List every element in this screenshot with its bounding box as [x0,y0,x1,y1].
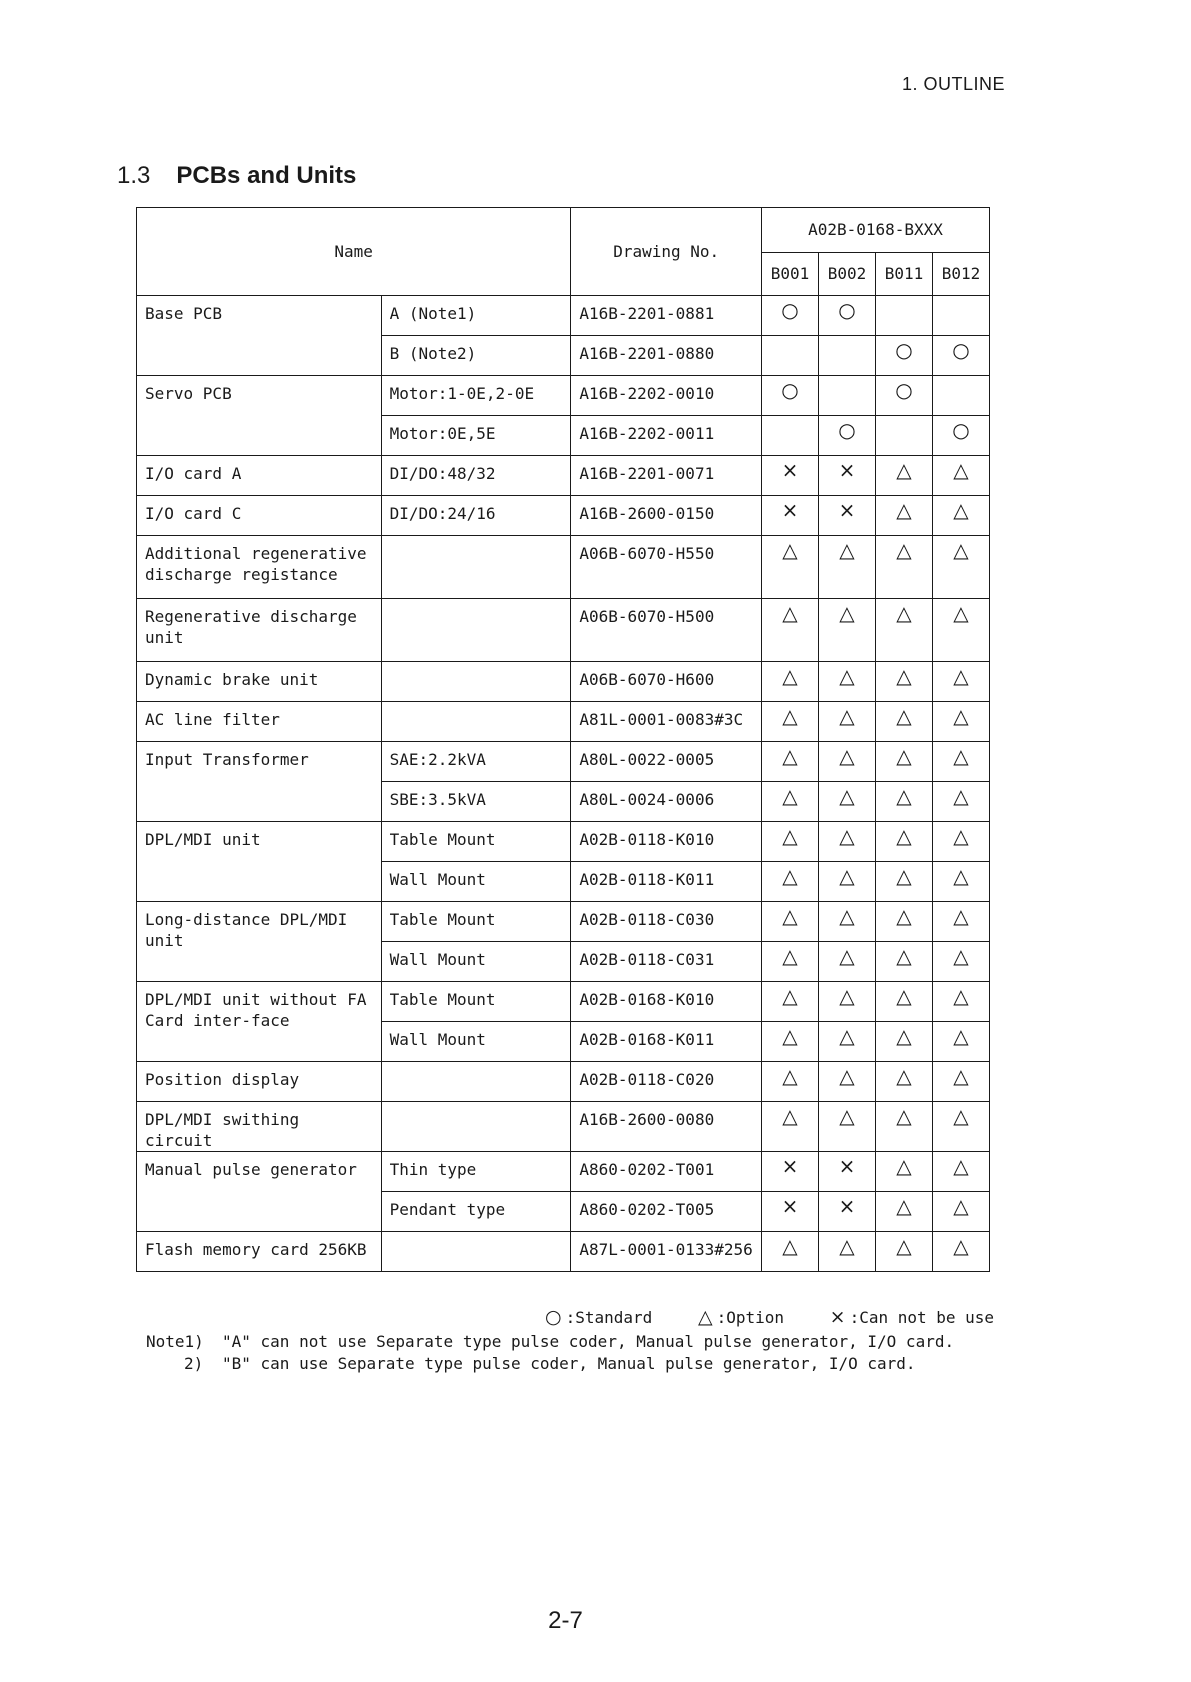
section-number: 1.3 [117,162,151,189]
row-drawing-no: A02B-0118-K011 [571,862,762,902]
row-drawing-no: A16B-2201-0071 [571,456,762,496]
availability-mark [762,416,819,456]
availability-mark: △ [818,599,875,662]
availability-mark: ○ [818,296,875,336]
table-row [137,662,990,702]
row-spec: Pendant type [381,1192,571,1232]
table-row [137,376,990,416]
availability-mark: × [818,496,875,536]
row-spec [381,1102,571,1152]
availability-mark: ○ [818,416,875,456]
row-spec: Motor:1-0E,2-0E [381,376,571,416]
availability-mark: △ [932,862,989,902]
row-spec: Motor:0E,5E [381,416,571,456]
row-name: I/O card A [137,456,382,496]
availability-mark: △ [932,902,989,942]
row-spec [381,702,571,742]
row-spec [381,536,571,599]
availability-mark: △ [932,456,989,496]
row-spec: SAE:2.2kVA [381,742,571,782]
table-row [137,742,990,782]
row-name: Dynamic brake unit [137,662,382,702]
row-spec: Wall Mount [381,1022,571,1062]
row-name: I/O card C [137,496,382,536]
availability-mark: △ [875,1152,932,1192]
row-drawing-no: A16B-2600-0150 [571,496,762,536]
availability-mark: △ [818,742,875,782]
availability-mark: ○ [875,336,932,376]
row-drawing-no: A16B-2202-0010 [571,376,762,416]
availability-mark: △ [875,822,932,862]
availability-mark: × [818,456,875,496]
row-drawing-no: A16B-2201-0880 [571,336,762,376]
table-row [137,296,990,336]
availability-mark: △ [875,1022,932,1062]
row-drawing-no: A81L-0001-0083#3C [571,702,762,742]
row-name: Position display [137,1062,382,1102]
note-1 [146,1331,954,1353]
row-spec [381,1232,571,1272]
table-row [137,982,990,1022]
availability-mark: △ [875,982,932,1022]
availability-mark: △ [875,599,932,662]
availability-mark: △ [762,536,819,599]
row-drawing-no: A02B-0118-C030 [571,902,762,942]
availability-mark: △ [932,782,989,822]
availability-mark: △ [762,742,819,782]
row-drawing-no: A02B-0168-K010 [571,982,762,1022]
table-row [137,599,990,662]
row-drawing-no: A860-0202-T001 [571,1152,762,1192]
table-row [137,1232,990,1272]
availability-mark: △ [875,536,932,599]
availability-mark: △ [932,822,989,862]
table-body [137,296,990,1272]
header-variant: B011 [875,252,932,296]
availability-mark: △ [818,1022,875,1062]
availability-mark: △ [932,599,989,662]
availability-mark: △ [875,782,932,822]
availability-mark: △ [932,1152,989,1192]
availability-mark: △ [818,862,875,902]
availability-mark: △ [818,1232,875,1272]
header-name: Name [137,208,571,296]
availability-mark [932,296,989,336]
availability-mark: △ [932,742,989,782]
pcb-units-table [136,207,990,1272]
availability-mark [762,336,819,376]
row-drawing-no: A16B-2600-0080 [571,1102,762,1152]
availability-mark: △ [762,702,819,742]
availability-mark: △ [875,1192,932,1232]
availability-mark [875,416,932,456]
availability-mark: △ [762,942,819,982]
availability-mark: △ [875,496,932,536]
availability-mark: △ [875,902,932,942]
section-title [117,162,356,190]
availability-mark: △ [875,702,932,742]
availability-mark: △ [762,982,819,1022]
row-drawing-no: A860-0202-T005 [571,1192,762,1232]
row-name: Long-distance DPL/MDI unit [137,902,382,982]
row-drawing-no: A06B-6070-H500 [571,599,762,662]
row-name: Regenerative discharge unit [137,599,382,662]
header-drawing-no: Drawing No. [571,208,762,296]
cross-icon: × [829,1306,846,1328]
availability-mark: △ [932,1192,989,1232]
availability-mark: △ [762,782,819,822]
row-drawing-no: A80L-0022-0005 [571,742,762,782]
triangle-icon: △ [697,1306,713,1328]
availability-mark: △ [932,1232,989,1272]
row-spec: B (Note2) [381,336,571,376]
row-spec: DI/DO:24/16 [381,496,571,536]
header-variant: B002 [818,252,875,296]
availability-mark [875,296,932,336]
availability-mark: × [762,1192,819,1232]
row-spec [381,599,571,662]
row-drawing-no: A02B-0118-K010 [571,822,762,862]
row-spec [381,1062,571,1102]
row-drawing-no: A16B-2202-0011 [571,416,762,456]
row-name: Base PCB [137,296,382,376]
availability-mark: △ [932,702,989,742]
availability-mark: △ [762,599,819,662]
availability-mark: △ [818,782,875,822]
availability-mark: △ [818,982,875,1022]
row-name: DPL/MDI swithing circuit [137,1102,382,1152]
availability-mark: △ [762,1232,819,1272]
table-row [137,902,990,942]
table-row [137,456,990,496]
chapter-header: 1. OUTLINE [901,74,1005,94]
note-label: 2) [184,1354,204,1373]
availability-mark: × [762,1152,819,1192]
availability-mark: △ [762,1062,819,1102]
row-name: Manual pulse generator [137,1152,382,1232]
availability-mark: △ [932,1022,989,1062]
availability-mark: △ [818,536,875,599]
availability-mark: △ [762,902,819,942]
row-name: DPL/MDI unit [137,822,382,902]
circle-icon: ○ [545,1306,562,1328]
row-drawing-no: A02B-0168-K011 [571,1022,762,1062]
availability-mark: △ [932,536,989,599]
row-spec: Table Mount [381,982,571,1022]
availability-mark: △ [762,862,819,902]
availability-mark: △ [818,1062,875,1102]
note-text: "A" can not use Separate type pulse coder, Manual pulse generator, I/O card. [222,1332,955,1351]
row-name: DPL/MDI unit without FA Card inter-face [137,982,382,1062]
availability-mark: △ [875,662,932,702]
table-row [137,1152,990,1192]
availability-mark: × [818,1152,875,1192]
availability-mark: ○ [762,296,819,336]
availability-mark: △ [818,702,875,742]
availability-mark: △ [818,662,875,702]
availability-mark: △ [932,496,989,536]
row-spec: Table Mount [381,902,571,942]
row-spec: Thin type [381,1152,571,1192]
note-label: Note1) [146,1332,204,1351]
row-spec: SBE:3.5kVA [381,782,571,822]
row-name: Servo PCB [137,376,382,456]
availability-mark: △ [762,662,819,702]
availability-mark [818,376,875,416]
availability-mark: ○ [762,376,819,416]
header-variant: B001 [762,252,819,296]
row-name: Flash memory card 256KB [137,1232,382,1272]
availability-mark: △ [818,822,875,862]
availability-mark: △ [875,456,932,496]
availability-mark: △ [762,1102,819,1152]
availability-mark: △ [818,902,875,942]
availability-mark [932,376,989,416]
row-name: AC line filter [137,702,382,742]
row-name: Input Transformer [137,742,382,822]
row-spec: A (Note1) [381,296,571,336]
availability-mark: △ [762,822,819,862]
availability-mark: △ [875,942,932,982]
page-number: 2-7 [548,1607,583,1634]
row-spec: DI/DO:48/32 [381,456,571,496]
availability-mark: △ [875,742,932,782]
row-spec: Wall Mount [381,862,571,902]
section-title-text: PCBs and Units [176,162,357,189]
availability-mark: △ [932,662,989,702]
availability-mark: △ [875,1232,932,1272]
header-group: A02B-0168-BXXX [762,208,990,253]
legend [545,1306,1030,1328]
row-spec: Wall Mount [381,942,571,982]
row-drawing-no: A16B-2201-0881 [571,296,762,336]
availability-mark: △ [932,942,989,982]
availability-mark: △ [932,1102,989,1152]
availability-mark: △ [762,1022,819,1062]
availability-mark: △ [932,982,989,1022]
availability-mark: △ [875,862,932,902]
row-drawing-no: A02B-0118-C031 [571,942,762,982]
table-row [137,702,990,742]
row-drawing-no: A06B-6070-H600 [571,662,762,702]
legend-standard: ○ :Standard [545,1306,653,1328]
availability-mark [818,336,875,376]
availability-mark: △ [932,1062,989,1102]
availability-mark: △ [875,1102,932,1152]
row-name: Additional regenerative discharge registance [137,536,382,599]
table-row [137,536,990,599]
availability-mark: × [762,456,819,496]
availability-mark: △ [818,942,875,982]
note-2 [146,1353,954,1375]
availability-mark: △ [818,1102,875,1152]
availability-mark: ○ [875,376,932,416]
header-variant: B012 [932,252,989,296]
availability-mark: ○ [932,416,989,456]
table-row [137,1062,990,1102]
note-text: "B" can use Separate type pulse coder, Manual pulse generator, I/O card. [222,1354,916,1373]
table-row [137,1102,990,1152]
availability-mark: × [818,1192,875,1232]
table-row [137,496,990,536]
notes [146,1331,954,1375]
legend-option: △ :Option [697,1306,784,1328]
row-drawing-no: A06B-6070-H550 [571,536,762,599]
row-drawing-no: A87L-0001-0133#256 [571,1232,762,1272]
table-row [137,822,990,862]
availability-mark: × [762,496,819,536]
availability-mark: ○ [932,336,989,376]
row-drawing-no: A02B-0118-C020 [571,1062,762,1102]
row-spec [381,662,571,702]
row-spec: Table Mount [381,822,571,862]
row-drawing-no: A80L-0024-0006 [571,782,762,822]
legend-cannot: × :Can not be use [829,1306,995,1328]
availability-mark: △ [875,1062,932,1102]
